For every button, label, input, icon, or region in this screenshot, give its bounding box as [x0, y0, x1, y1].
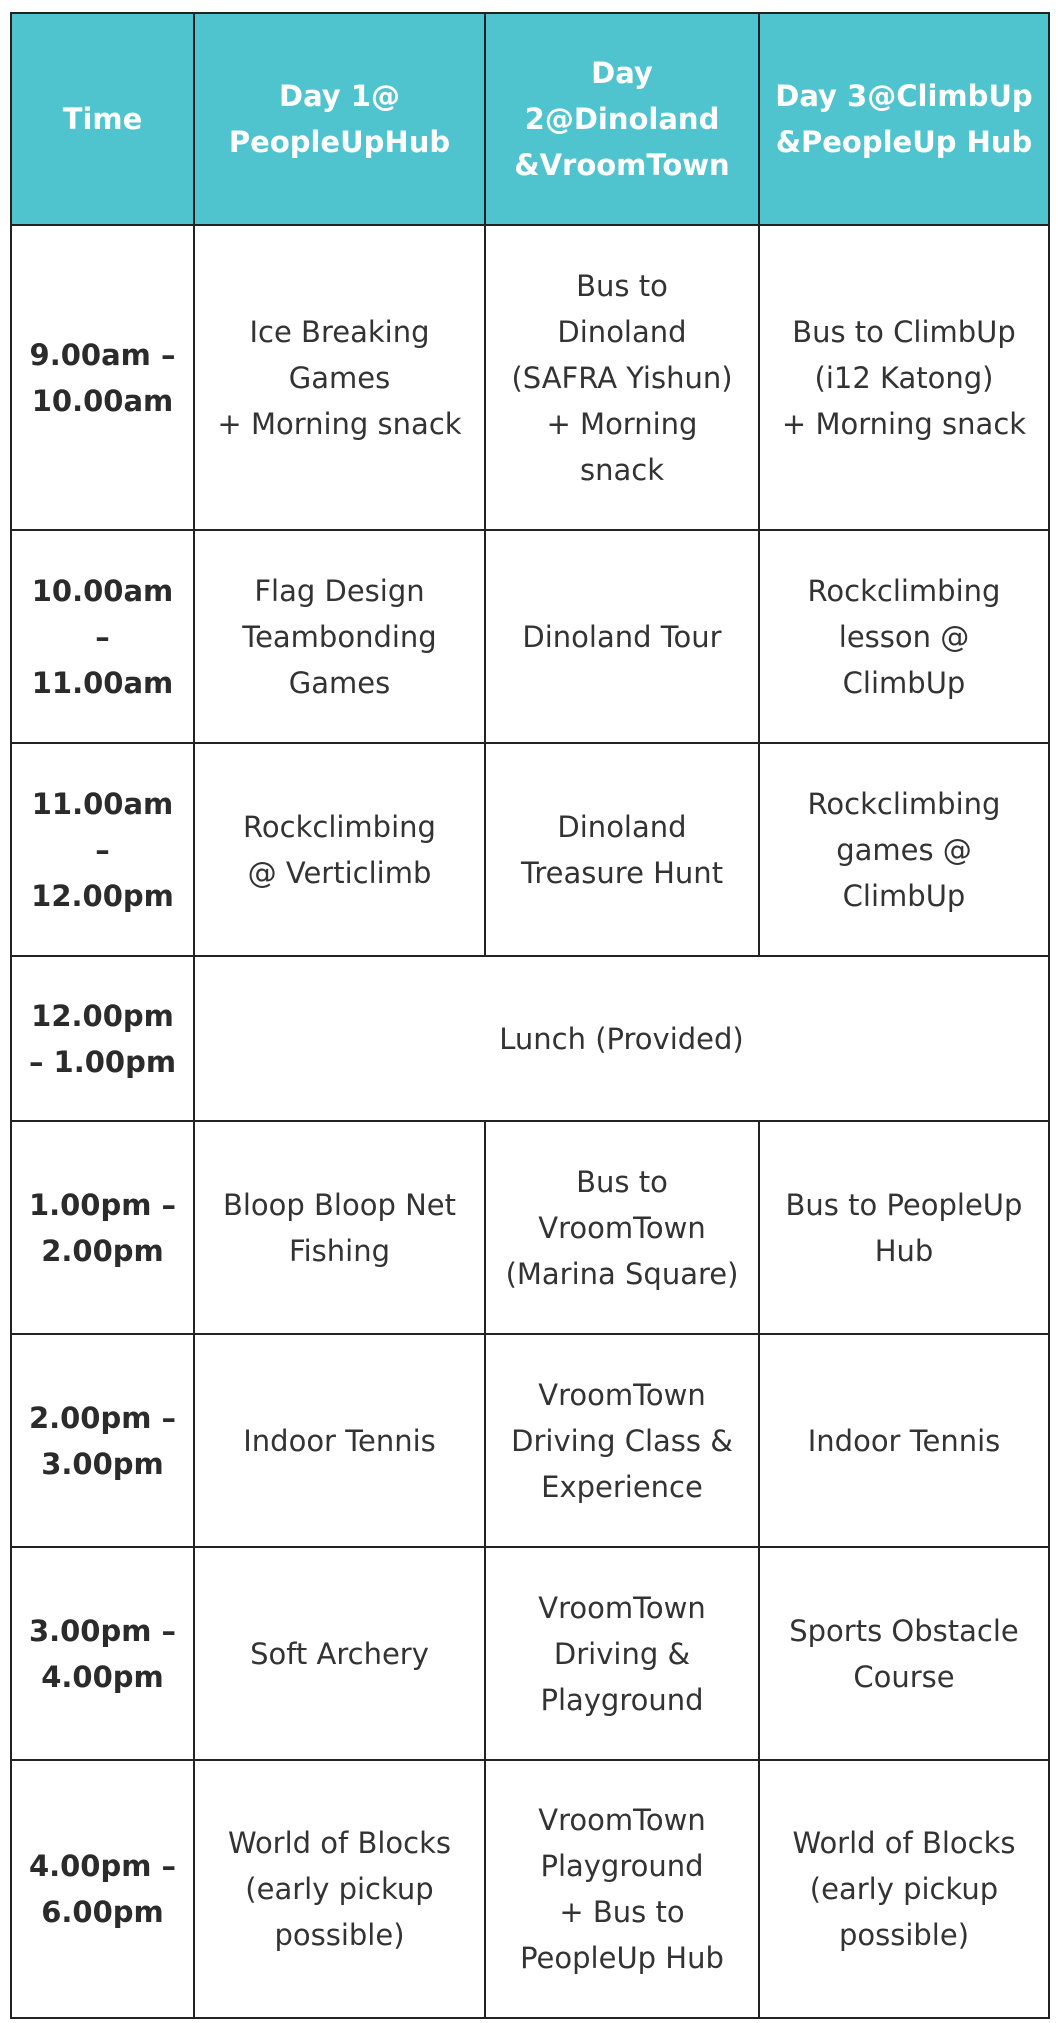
- cell-text-line: ClimbUp: [842, 878, 966, 913]
- cell-text-line: Bus to ClimbUp: [792, 314, 1016, 349]
- cell-text-line: Bloop Bloop Net: [222, 1187, 457, 1222]
- day2-cell: [485, 1334, 759, 1547]
- cell-text-line: Treasure Hunt: [520, 855, 724, 890]
- cell-text-line: + Bus to: [559, 1895, 685, 1929]
- day1-cell: [194, 1760, 485, 2018]
- time-cell: [11, 225, 194, 530]
- cell-text-line: Teambonding: [242, 619, 437, 654]
- cell-text-line: + Morning snack: [217, 406, 462, 441]
- time-cell: [11, 1121, 194, 1334]
- cell-text-line: ClimbUp: [842, 665, 966, 700]
- cell-text-line: Rockclimbing: [807, 786, 1001, 821]
- day2-cell: [485, 1121, 759, 1334]
- cell-text-line: PeopleUp Hub: [801, 125, 1033, 159]
- day1-cell: [194, 1334, 485, 1547]
- cell-text-line: @ PeopleUp: [228, 79, 400, 159]
- cell-text-line: + Morning snack: [781, 406, 1027, 441]
- cell-text-line: games @: [836, 832, 972, 867]
- cell-text-line: 4.00pm –: [28, 1849, 177, 1883]
- table-row: [11, 225, 1049, 530]
- cell-text-line: Indoor Tennis: [807, 1423, 1001, 1458]
- schedule-body: [11, 225, 1049, 2018]
- day2-cell: [485, 225, 759, 530]
- lunch-cell: Lunch (Provided): [194, 956, 1049, 1121]
- header-row: [11, 13, 1049, 225]
- day3-cell: [759, 1121, 1049, 1334]
- header-day3: [759, 13, 1049, 225]
- table-row: [11, 530, 1049, 743]
- cell-text-line: VroomTown: [538, 1803, 706, 1837]
- cell-text-line: Driving Class &: [511, 1423, 733, 1458]
- cell-text-line: Bus to: [576, 268, 668, 303]
- cell-text-line: VroomTown: [538, 1590, 706, 1625]
- cell-text-line: VroomTown: [538, 1210, 706, 1245]
- day3-cell: [759, 1547, 1049, 1760]
- cell-text-line: 10.00am: [31, 573, 174, 608]
- day1-cell: [194, 225, 485, 530]
- cell-text-line: VroomTown: [539, 148, 730, 182]
- day2-cell: [485, 1547, 759, 1760]
- table-row: [11, 1547, 1049, 1760]
- cell-text-line: (i12 Katong): [814, 360, 994, 395]
- cell-text-line: World of Blocks: [227, 1826, 452, 1860]
- cell-text-line: Day 1: [279, 79, 371, 113]
- cell-text-line: @ Verticlimb: [247, 855, 432, 890]
- cell-text-line: 11.00am –: [31, 786, 174, 867]
- cell-text-line: possible): [838, 1918, 970, 1952]
- cell-text-line: Bus to: [576, 1164, 668, 1199]
- cell-text-line: 12.00pm: [31, 878, 174, 913]
- day2-cell: [485, 530, 759, 743]
- cell-text-line: Hub: [874, 1233, 934, 1268]
- cell-text-line: Flag Design: [254, 573, 425, 608]
- cell-text-line: 1.00pm –: [28, 1187, 177, 1222]
- cell-text-line: Day 3: [775, 79, 868, 113]
- cell-text-line: possible): [274, 1918, 405, 1952]
- cell-text-line: Day 2: [524, 56, 653, 136]
- header-day1: [194, 13, 485, 225]
- cell-text-line: Driving &: [553, 1636, 691, 1671]
- time-cell: [11, 1760, 194, 2018]
- day1-cell: [194, 743, 485, 956]
- cell-text-line: Soft Archery: [250, 1636, 429, 1671]
- table-row: [11, 1334, 1049, 1547]
- cell-text-line: Indoor Tennis: [243, 1423, 436, 1458]
- cell-text-line: Games: [288, 360, 391, 395]
- header-time: Time: [11, 13, 194, 225]
- cell-text-line: (Marina Square): [505, 1256, 739, 1291]
- cell-text-line: Dinoland: [557, 809, 687, 844]
- cell-text-line: 2.00pm: [41, 1233, 164, 1268]
- cell-text-line: 4.00pm: [41, 1659, 164, 1694]
- cell-text-line: + Morning: [546, 406, 698, 441]
- day3-cell: [759, 743, 1049, 956]
- table-row: [11, 1121, 1049, 1334]
- table-row: [11, 956, 1049, 1121]
- cell-text-line: 12.00pm: [31, 998, 174, 1033]
- cell-text-line: VroomTown: [538, 1377, 706, 1412]
- cell-text-line: snack: [580, 452, 664, 487]
- cell-text-line: Hub: [384, 125, 451, 159]
- cell-text-line: 9.00am –: [29, 337, 176, 372]
- table-row: [11, 743, 1049, 956]
- day3-cell: [759, 1334, 1049, 1547]
- cell-text-line: Playground: [540, 1682, 704, 1717]
- day2-cell: [485, 1760, 759, 2018]
- cell-text-line: Fishing: [289, 1233, 390, 1268]
- cell-text-line: Ice Breaking: [249, 314, 430, 349]
- time-cell: [11, 1547, 194, 1760]
- cell-text-line: 6.00pm: [41, 1895, 164, 1929]
- day2-cell: [485, 743, 759, 956]
- time-cell: [11, 1334, 194, 1547]
- day3-cell: [759, 225, 1049, 530]
- schedule-table: [10, 12, 1050, 2019]
- cell-text-line: World of Blocks: [792, 1826, 1016, 1860]
- cell-text-line: Playground: [540, 1849, 704, 1883]
- cell-text-line: 3.00pm –: [28, 1613, 177, 1648]
- cell-text-line: 3.00pm: [41, 1446, 164, 1481]
- cell-text-line: Rockclimbing: [243, 809, 436, 844]
- cell-text-line: lesson @: [838, 619, 970, 654]
- cell-text-line: Experience: [541, 1469, 703, 1504]
- day3-cell: [759, 1760, 1049, 2018]
- cell-text-line: (SAFRA Yishun): [511, 360, 733, 395]
- cell-text-line: Bus to PeopleUp: [785, 1187, 1023, 1222]
- cell-text-line: 10.00am: [31, 383, 174, 418]
- day1-cell: [194, 1547, 485, 1760]
- cell-text-line: Dinoland Tour: [522, 619, 722, 654]
- cell-text-line: @Dinoland &: [514, 102, 720, 182]
- cell-text-line: Dinoland: [557, 314, 687, 349]
- cell-text-line: Rockclimbing: [807, 573, 1001, 608]
- cell-text-line: Games: [288, 665, 391, 700]
- cell-text-line: PeopleUp Hub: [520, 1941, 724, 1975]
- day1-cell: [194, 1121, 485, 1334]
- day1-cell: [194, 530, 485, 743]
- day3-cell: [759, 530, 1049, 743]
- cell-text-line: – 11.00am: [31, 619, 174, 700]
- cell-text-line: Sports Obstacle: [789, 1613, 1019, 1648]
- time-cell: [11, 956, 194, 1121]
- cell-text-line: 2.00pm –: [28, 1400, 177, 1435]
- time-cell: [11, 743, 194, 956]
- cell-text-line: @ClimbUp &: [775, 79, 1033, 159]
- table-row: [11, 1760, 1049, 2018]
- cell-text-line: (early pickup: [809, 1872, 999, 1906]
- time-cell: [11, 530, 194, 743]
- cell-text-line: – 1.00pm: [28, 1044, 177, 1079]
- header-day2: [485, 13, 759, 225]
- cell-text-line: (early pickup: [245, 1872, 434, 1906]
- cell-text-line: Course: [853, 1659, 955, 1694]
